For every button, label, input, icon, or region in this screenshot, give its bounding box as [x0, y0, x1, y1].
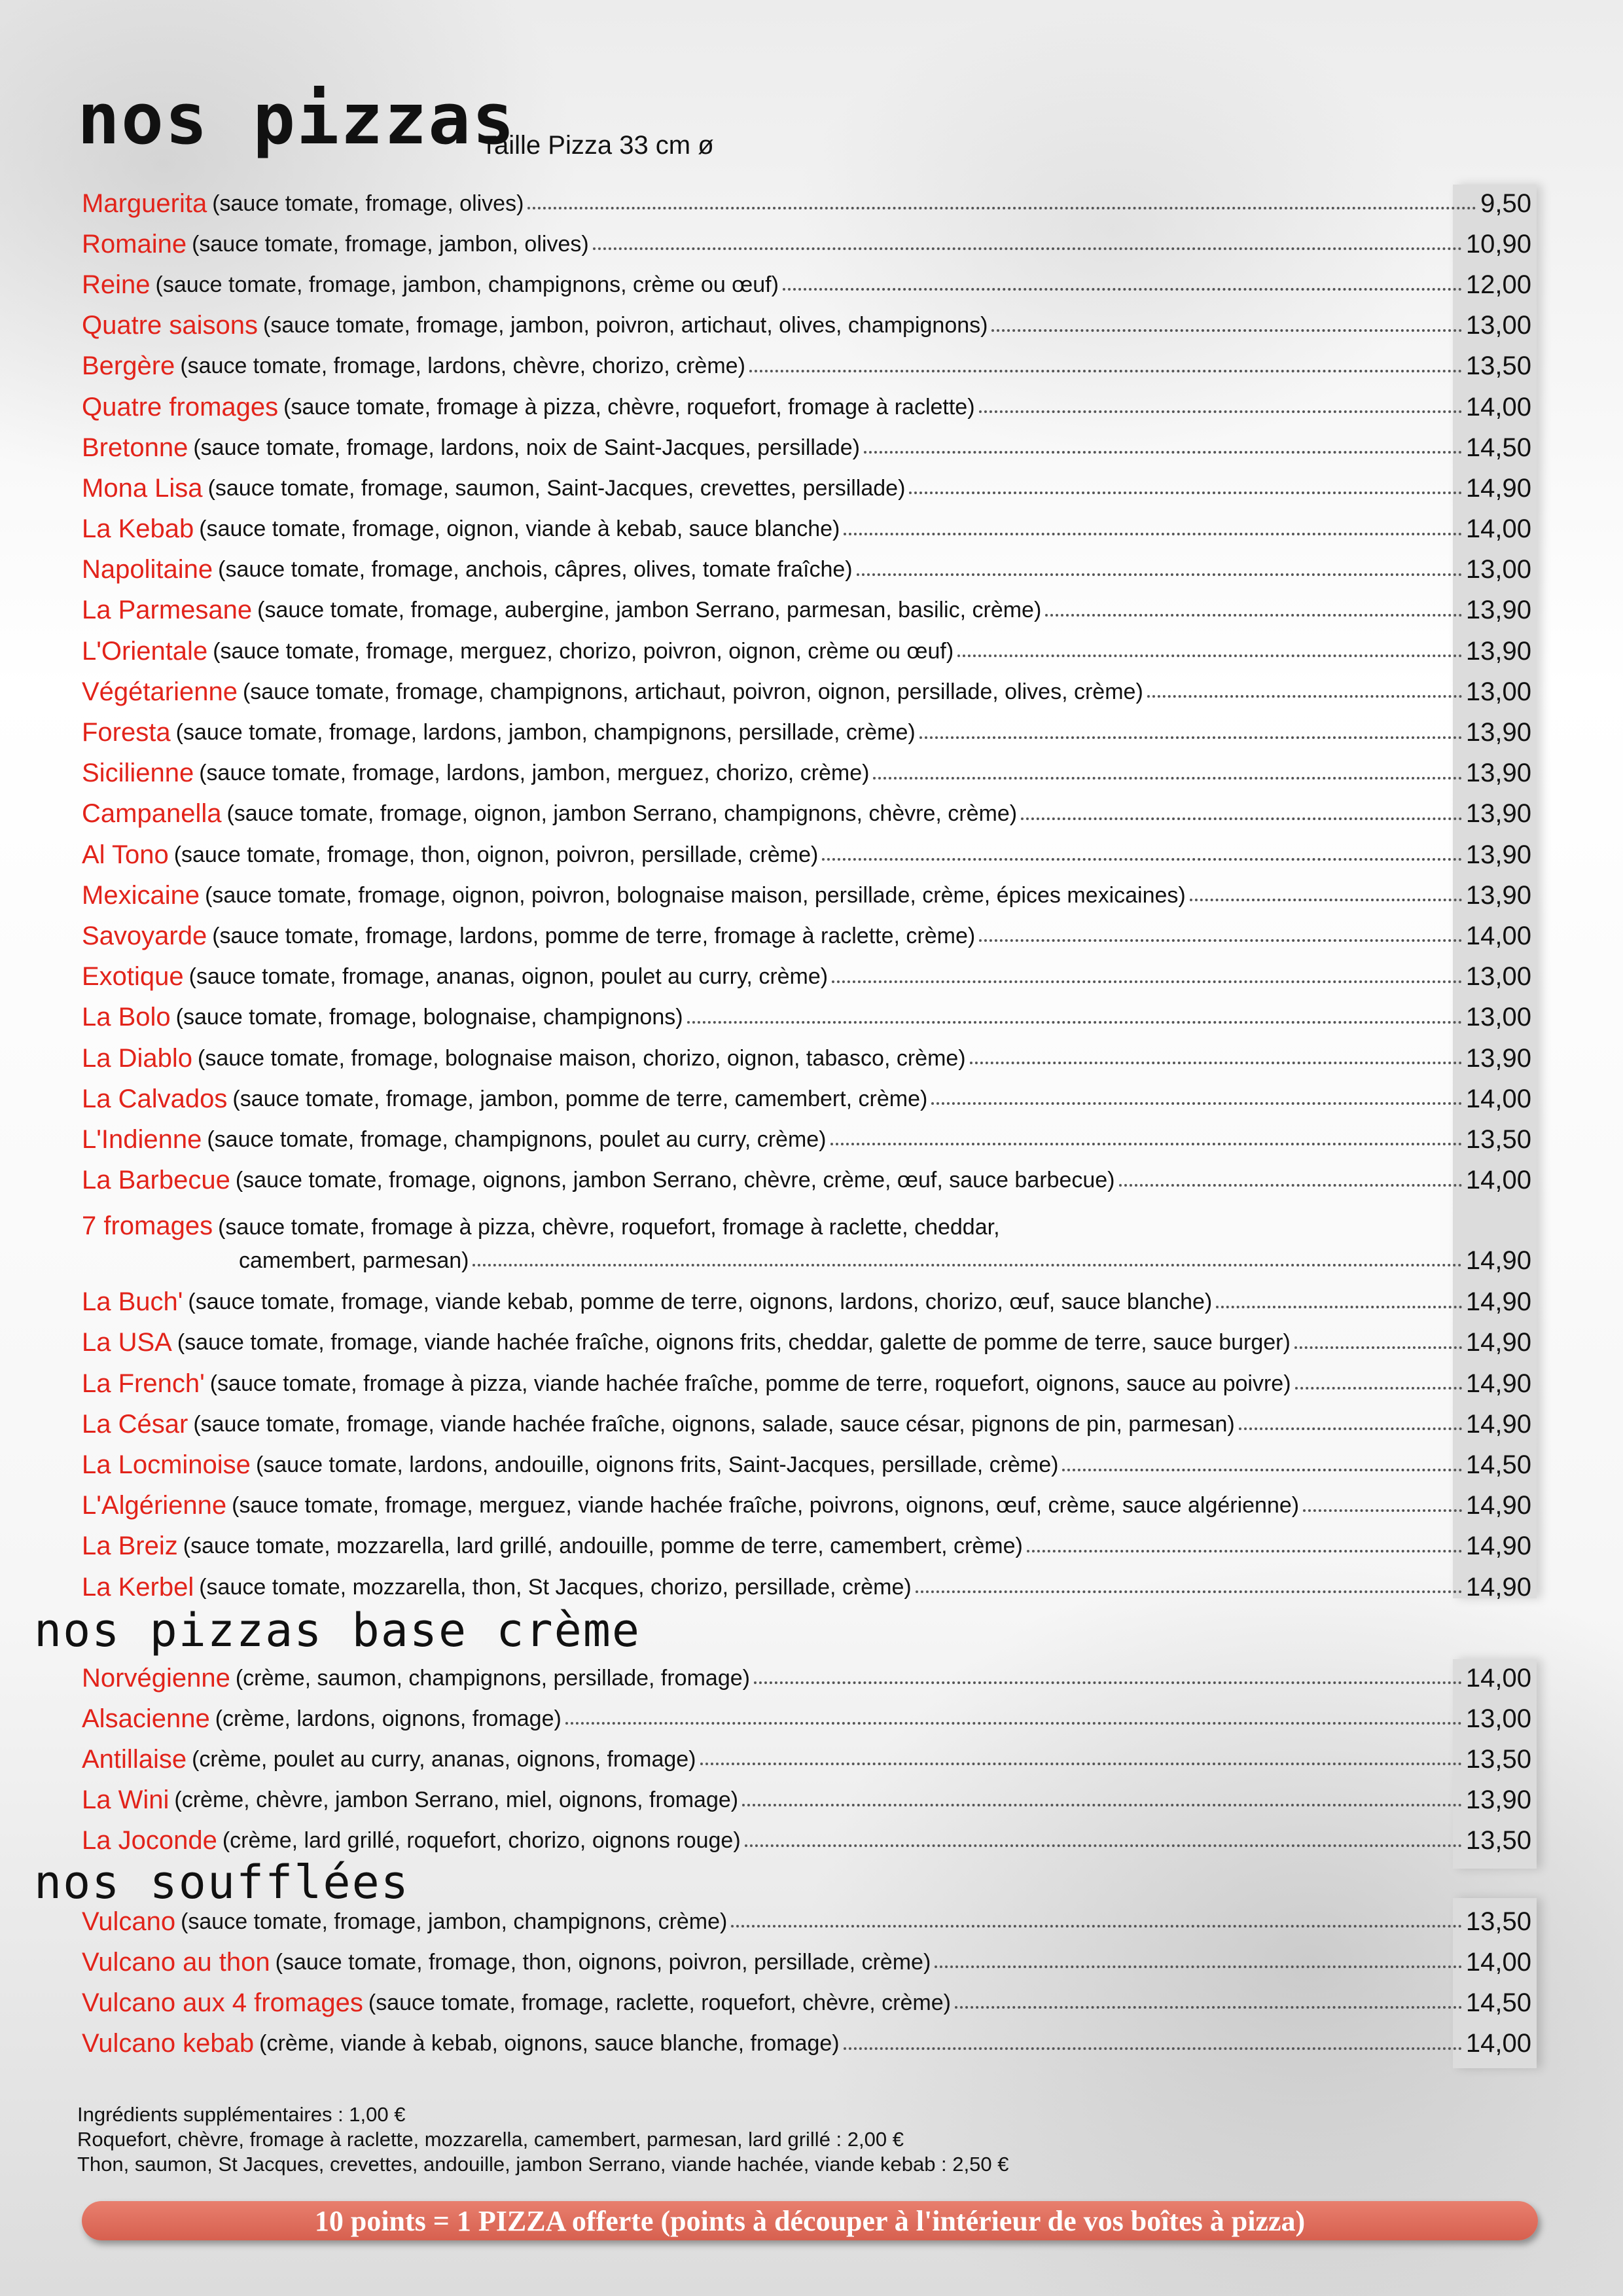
menu-item [82, 427, 1531, 468]
menu-item [82, 1363, 1531, 1404]
dot-leader [991, 329, 1461, 332]
menu-item [82, 712, 1531, 753]
supplements-notes [77, 2102, 1008, 2177]
dot-leader [919, 736, 1462, 739]
section-title-soufflees: nos soufflées [34, 1856, 410, 1909]
supplement-note-3: Thon, saumon, St Jacques, crevettes, andouille, jambon Serrano, viande hachée, viande kebab : 2,50 € [77, 2153, 1009, 2176]
item-price: 14,00 [1465, 514, 1531, 544]
item-price: 13,50 [1465, 1907, 1531, 1936]
menu-item-7-fromages [82, 1201, 1531, 1282]
item-description: (sauce tomate, fromage, jambon, champignons, crème) [181, 1909, 728, 1934]
dot-leader [593, 247, 1462, 250]
item-price: 13,90 [1465, 840, 1531, 869]
item-price: 13,50 [1465, 351, 1531, 381]
menu-item [82, 387, 1531, 427]
menu-item [82, 468, 1531, 509]
menu-item [82, 631, 1531, 672]
menu-item [82, 1780, 1531, 1821]
dot-leader [935, 1965, 1462, 1968]
dot-leader [1216, 1306, 1462, 1308]
dot-leader [844, 2047, 1462, 2050]
line-2 [82, 1246, 1531, 1276]
item-description: (sauce tomate, fromage, oignon, poivron, bolognaise maison, persillade, crème, épices mexicaines) [205, 882, 1186, 908]
dot-leader [1045, 614, 1462, 617]
dot-leader [979, 410, 1462, 413]
item-name: Mexicaine [82, 880, 200, 910]
item-price: 13,90 [1465, 596, 1531, 625]
item-name: La Barbecue [82, 1166, 230, 1195]
menu-item [82, 834, 1531, 875]
item-name: Foresta [82, 718, 171, 747]
item-price: 13,90 [1465, 759, 1531, 788]
item-description: (sauce tomate, fromage, bolognaise maison, chorizo, oignon, tabasco, crème) [198, 1045, 966, 1071]
two-line-wrap [82, 1211, 1531, 1276]
item-name: La French' [82, 1369, 205, 1398]
item-price: 13,90 [1465, 636, 1531, 666]
dot-leader [1147, 695, 1462, 698]
item-name: Vulcano kebab [82, 2029, 255, 2058]
dot-leader [1021, 817, 1462, 820]
item-description: (sauce tomate, fromage, lardons, pomme de terre, fromage à raclette, crème) [212, 923, 976, 948]
item-description: (sauce tomate, fromage, bolognaise, champignons) [175, 1005, 683, 1030]
menu-item [82, 672, 1531, 712]
item-description: (sauce tomate, fromage, thon, oignon, poivron, persillade, crème) [173, 842, 819, 867]
item-description: (sauce tomate, fromage, lardons, jambon, champignons, persillade, crème) [175, 720, 916, 745]
dot-leader [1027, 1550, 1462, 1552]
menu-item [82, 997, 1531, 1038]
item-price: 13,90 [1465, 718, 1531, 747]
menu-item [82, 1119, 1531, 1160]
item-name: L'Indienne [82, 1124, 202, 1154]
item-description: (crème, saumon, champignons, persillade, fromage) [235, 1665, 750, 1691]
menu-item [82, 346, 1531, 387]
menu-item [82, 1079, 1531, 1119]
dot-leader [970, 1062, 1462, 1064]
creme-pizza-list [82, 1658, 1531, 1861]
dot-leader [957, 655, 1462, 657]
item-description: (sauce tomate, fromage, oignon, viande à kebab, sauce blanche) [199, 516, 840, 542]
item-price: 14,90 [1465, 473, 1531, 503]
item-description: (sauce tomate, fromage, lardons, chèvre, chorizo, crème) [180, 353, 745, 379]
menu-item [82, 957, 1531, 997]
menu-item [82, 509, 1531, 550]
dot-leader [754, 1681, 1462, 1684]
item-name: Végétarienne [82, 677, 238, 706]
item-description: (crème, lard grillé, roquefort, chorizo, oignons rouge) [222, 1828, 741, 1854]
dot-leader [687, 1021, 1462, 1024]
menu-item [82, 183, 1531, 224]
item-price: 13,50 [1465, 1744, 1531, 1774]
item-price: 14,50 [1465, 1450, 1531, 1480]
menu-item [82, 224, 1531, 264]
menu-item [82, 1160, 1531, 1201]
item-price: 14,90 [1465, 1246, 1531, 1275]
dot-leader [1119, 1184, 1462, 1187]
menu-item [82, 1486, 1531, 1526]
item-name: La Calvados [82, 1084, 228, 1113]
menu-item [82, 753, 1531, 794]
item-price: 14,00 [1465, 1947, 1531, 1977]
item-name: L'Algérienne [82, 1491, 227, 1520]
supplement-note-1: Ingrédients supplémentaires : 1,00 € [77, 2103, 406, 2126]
item-name: La Kebab [82, 514, 194, 544]
item-price: 13,90 [1465, 1043, 1531, 1073]
item-name: Vulcano aux 4 fromages [82, 1988, 363, 2017]
menu-item [82, 590, 1531, 631]
item-price: 9,50 [1480, 188, 1531, 218]
item-price: 13,90 [1465, 880, 1531, 910]
dot-leader [844, 533, 1462, 535]
item-description: (sauce tomate, fromage, olives) [212, 190, 524, 216]
item-name: 7 fromages [82, 1211, 213, 1240]
section-title-creme: nos pizzas base crème [34, 1604, 641, 1657]
item-price: 10,90 [1465, 229, 1531, 259]
item-price: 13,00 [1465, 1704, 1531, 1733]
item-name: Norvégienne [82, 1663, 230, 1693]
item-name: La Joconde [82, 1826, 217, 1856]
dot-leader [749, 370, 1462, 372]
item-description: (sauce tomate, lardons, andouille, oignons frits, Saint-Jacques, persillade, crème) [255, 1452, 1059, 1478]
item-name: Al Tono [82, 840, 169, 869]
menu-item [82, 550, 1531, 590]
dot-leader [857, 573, 1462, 576]
item-name: Napolitaine [82, 555, 213, 584]
menu-item [82, 264, 1531, 305]
dot-leader [909, 492, 1461, 494]
item-price: 13,00 [1465, 555, 1531, 584]
item-description: (sauce tomate, fromage, oignons, jambon Serrano, chèvre, crème, œuf, sauce barbecue) [235, 1168, 1115, 1193]
dot-leader [565, 1722, 1462, 1725]
item-description: (sauce tomate, fromage, aubergine, jambon Serrano, parmesan, basilic, crème) [257, 598, 1042, 623]
item-description: (sauce tomate, fromage, jambon, champignons, crème ou œuf) [155, 272, 779, 297]
item-name: Vulcano [82, 1907, 176, 1936]
item-description: (sauce tomate, fromage, raclette, roquefort, chèvre, crème) [368, 1990, 951, 2015]
menu-item [82, 1444, 1531, 1485]
item-description: (crème, poulet au curry, ananas, oignons, fromage) [192, 1746, 696, 1772]
pizza-size-note: Taille Pizza 33 cm ø [481, 131, 714, 160]
menu-item [82, 1038, 1531, 1079]
dot-leader [731, 1925, 1462, 1928]
item-description: (sauce tomate, fromage, oignon, jambon Serrano, champignons, chèvre, crème) [226, 801, 1018, 827]
item-price: 13,00 [1465, 677, 1531, 706]
item-name: Savoyarde [82, 921, 207, 950]
item-description: (sauce tomate, fromage, viande kebab, pomme de terre, oignons, lardons, chorizo, œuf, sauce blanche) [188, 1289, 1213, 1315]
item-price: 14,00 [1465, 1084, 1531, 1113]
item-name: Quatre saisons [82, 311, 259, 340]
item-price: 14,90 [1465, 1287, 1531, 1317]
section-title-pizzas: nos pizzas [77, 79, 516, 160]
dot-leader [473, 1264, 1461, 1266]
item-description: (sauce tomate, mozzarella, lard grillé, andouille, pomme de terre, camembert, crème) [183, 1534, 1023, 1559]
item-description: (sauce tomate, fromage à pizza, chèvre, roquefort, fromage à raclette) [283, 394, 975, 420]
menu-item [82, 1658, 1531, 1698]
item-price: 14,00 [1465, 392, 1531, 422]
dot-leader [822, 858, 1462, 861]
item-price: 13,90 [1465, 1785, 1531, 1815]
item-description: (sauce tomate, fromage, merguez, chorizo, poivron, oignon, crème ou œuf) [213, 638, 954, 664]
item-price: 14,50 [1465, 1988, 1531, 2017]
item-price: 14,90 [1465, 1328, 1531, 1357]
dot-leader [1303, 1509, 1462, 1512]
item-name: La Buch' [82, 1287, 183, 1317]
supplement-note-2: Roquefort, chèvre, fromage à raclette, mozzarella, camembert, parmesan, lard grillé : 2,00 € [77, 2128, 904, 2151]
dot-leader [783, 288, 1462, 291]
item-description: (sauce tomate, fromage, jambon, poivron, artichaut, olives, champignons) [263, 313, 988, 338]
item-name: La Kerbel [82, 1572, 194, 1602]
item-price: 14,90 [1465, 1491, 1531, 1520]
menu-item [82, 1901, 1531, 1942]
item-price: 14,90 [1465, 1369, 1531, 1398]
item-name: Exotique [82, 962, 184, 992]
item-description: (sauce tomate, fromage, jambon, olives) [192, 231, 589, 257]
item-description: (sauce tomate, fromage, anchois, câpres, olives, tomate fraîche) [218, 557, 853, 583]
item-price: 14,00 [1465, 1166, 1531, 1195]
item-name: La César [82, 1409, 188, 1439]
item-name: La USA [82, 1328, 172, 1357]
item-price: 14,00 [1465, 1663, 1531, 1693]
dot-leader [916, 1590, 1462, 1593]
dot-leader [1239, 1427, 1462, 1430]
dot-leader [830, 1143, 1462, 1145]
item-description: (sauce tomate, fromage, viande hachée fraîche, oignons, salade, sauce césar, pignons de pin, parmesan) [193, 1411, 1235, 1437]
item-description: (sauce tomate, fromage, lardons, jambon, merguez, chorizo, crème) [199, 761, 870, 786]
item-price: 14,90 [1465, 1572, 1531, 1602]
item-price: 14,90 [1465, 1532, 1531, 1561]
dot-leader [955, 2006, 1462, 2009]
item-price: 13,00 [1465, 962, 1531, 992]
item-name: Bretonne [82, 433, 188, 462]
item-description: (crème, chèvre, jambon Serrano, miel, oignons, fromage) [174, 1787, 739, 1813]
dot-leader [1190, 899, 1462, 901]
item-description: (sauce tomate, fromage à pizza, chèvre, roquefort, fromage à raclette, cheddar, [218, 1214, 1000, 1240]
item-price: 14,90 [1465, 1409, 1531, 1439]
item-price: 14,50 [1465, 433, 1531, 462]
menu-item [82, 1567, 1531, 1607]
item-name: Mona Lisa [82, 473, 203, 503]
item-description: (sauce tomate, fromage, champignons, artichaut, poivron, oignon, persillade, olives, crème) [242, 679, 1143, 704]
item-price: 13,50 [1465, 1826, 1531, 1856]
item-description: (sauce tomate, fromage, viande hachée fraîche, oignons frits, cheddar, galette de pomme de terre, sauce burger) [177, 1330, 1291, 1355]
item-name: La Bolo [82, 1003, 171, 1032]
item-description: (sauce tomate, fromage, champignons, poulet au curry, crème) [207, 1126, 827, 1152]
menu-item [82, 2024, 1531, 2064]
dot-leader [745, 1844, 1462, 1847]
dot-leader [979, 939, 1462, 942]
dot-leader [700, 1763, 1462, 1765]
soufflee-list [82, 1901, 1531, 2064]
menu-item [82, 306, 1531, 346]
dot-leader [832, 980, 1462, 983]
item-name: La Breiz [82, 1532, 178, 1561]
dot-leader [1294, 1346, 1462, 1349]
item-description: (sauce tomate, mozzarella, thon, St Jacques, chorizo, persillade, crème) [199, 1574, 912, 1600]
item-description: (crème, lardons, oignons, fromage) [215, 1706, 562, 1731]
menu-item [82, 875, 1531, 916]
item-name: La Diablo [82, 1043, 193, 1073]
item-description: (sauce tomate, fromage, lardons, noix de Saint-Jacques, persillade) [193, 435, 860, 460]
menu-item [82, 794, 1531, 834]
dot-leader [931, 1102, 1462, 1105]
item-name: La Parmesane [82, 596, 253, 625]
item-price: 12,00 [1465, 270, 1531, 299]
item-name: Vulcano au thon [82, 1947, 270, 1977]
item-name: Alsacienne [82, 1704, 210, 1733]
menu-item [82, 1323, 1531, 1363]
item-price: 14,00 [1465, 2029, 1531, 2058]
dot-leader [864, 451, 1462, 454]
item-price: 13,00 [1465, 311, 1531, 340]
menu-item [82, 1404, 1531, 1444]
item-description: (crème, viande à kebab, oignons, sauce blanche, fromage) [259, 2031, 840, 2056]
menu-item [82, 1526, 1531, 1567]
item-name: Quatre fromages [82, 392, 279, 422]
item-name: L'Orientale [82, 636, 208, 666]
item-name: Bergère [82, 351, 175, 381]
loyalty-banner: 10 points = 1 PIZZA offerte (points à découper à l'intérieur de vos boîtes à pizza) [82, 2201, 1538, 2240]
item-name: La Wini [82, 1785, 169, 1815]
item-name: Reine [82, 270, 151, 299]
dot-leader [1295, 1387, 1462, 1390]
item-description: (sauce tomate, fromage, saumon, Saint-Jacques, crevettes, persillade) [207, 475, 906, 501]
dot-leader [742, 1804, 1462, 1806]
item-price: 14,00 [1465, 921, 1531, 950]
menu-item [82, 1698, 1531, 1739]
menu-item [82, 1982, 1531, 2023]
menu-item [82, 1282, 1531, 1323]
dot-leader [873, 777, 1461, 780]
item-description: (sauce tomate, fromage à pizza, viande hachée fraîche, pomme de terre, roquefort, oignons, sauce au poivre) [209, 1371, 1291, 1396]
menu-item [82, 1739, 1531, 1780]
item-name: Sicilienne [82, 759, 194, 788]
item-description: (sauce tomate, fromage, ananas, oignon, poulet au curry, crème) [188, 964, 829, 990]
dot-leader [1062, 1469, 1461, 1471]
menu-item [82, 1942, 1531, 1982]
item-description: (sauce tomate, fromage, thon, oignons, poivron, persillade, crème) [275, 1949, 931, 1975]
menu-item [82, 916, 1531, 956]
line-1 [82, 1211, 1531, 1241]
item-price: 13,90 [1465, 799, 1531, 829]
pizza-list [82, 183, 1531, 1607]
item-name: La Locminoise [82, 1450, 251, 1480]
item-description-cont: camembert, parmesan) [239, 1247, 469, 1273]
item-description: (sauce tomate, fromage, jambon, pomme de terre, camembert, crème) [232, 1086, 928, 1111]
item-price: 13,00 [1465, 1003, 1531, 1032]
item-name: Romaine [82, 229, 187, 259]
item-description: (sauce tomate, fromage, merguez, viande hachée fraîche, poivrons, oignons, œuf, crème, sauce algérienne) [232, 1493, 1300, 1518]
item-price: 13,50 [1465, 1124, 1531, 1154]
item-name: Campanella [82, 799, 222, 829]
item-name: Antillaise [82, 1744, 187, 1774]
dot-leader [527, 207, 1476, 209]
item-name: Marguerita [82, 188, 207, 218]
